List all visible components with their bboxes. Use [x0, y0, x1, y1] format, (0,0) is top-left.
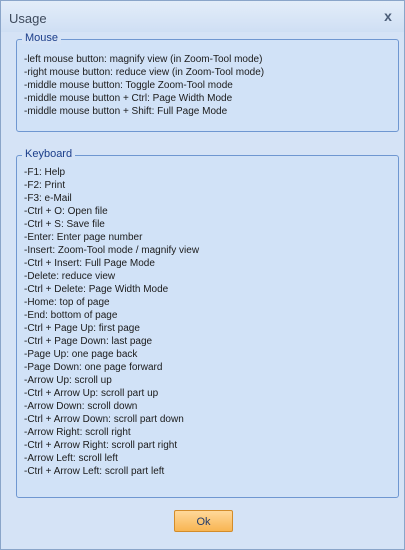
keyboard-help-line: -Page Down: one page forward	[24, 362, 163, 373]
keyboard-help-list	[24, 166, 199, 478]
keyboard-help-line: -Ctrl + Arrow Left: scroll part left	[24, 466, 165, 477]
keyboard-help-line: -Enter: Enter page number	[24, 232, 143, 243]
keyboard-help-line: -Delete: reduce view	[24, 271, 116, 282]
keyboard-help-line: -Ctrl + Page Up: first page	[24, 323, 140, 334]
mouse-help-list	[24, 53, 264, 118]
mouse-help-line: -middle mouse button + Shift: Full Page Mode	[24, 106, 228, 117]
keyboard-help-line: -Ctrl + Delete: Page Width Mode	[24, 284, 169, 295]
keyboard-help-line: -F2: Print	[24, 180, 66, 191]
keyboard-help-line: -Arrow Up: scroll up	[24, 375, 112, 386]
mouse-help-line: -right mouse button: reduce view (in Zoom-Tool mode)	[24, 67, 265, 78]
keyboard-help-line: -Home: top of page	[24, 297, 110, 308]
keyboard-help-line: -End: bottom of page	[24, 310, 118, 321]
keyboard-help-line: -Ctrl + Arrow Down: scroll part down	[24, 414, 184, 425]
keyboard-help-line: -Arrow Down: scroll down	[24, 401, 138, 412]
keyboard-help-line: -Ctrl + Arrow Right: scroll part right	[24, 440, 178, 451]
keyboard-help-line: -Arrow Right: scroll right	[24, 427, 131, 438]
keyboard-help-line: -F3: e-Mail	[24, 193, 72, 204]
mouse-group	[16, 32, 399, 132]
title-bar	[1, 1, 404, 32]
keyboard-group-legend: Keyboard	[22, 148, 75, 160]
keyboard-help-line: -Page Up: one page back	[24, 349, 138, 360]
keyboard-help-line: -Ctrl + O: Open file	[24, 206, 108, 217]
mouse-group-legend: Mouse	[22, 32, 61, 44]
keyboard-group	[16, 148, 399, 498]
keyboard-help-line: -Insert: Zoom-Tool mode / magnify view	[24, 245, 200, 256]
mouse-help-line: -middle mouse button: Toggle Zoom-Tool mode	[24, 80, 233, 91]
keyboard-help-line: -Ctrl + Insert: Full Page Mode	[24, 258, 155, 269]
keyboard-help-line: -F1: Help	[24, 167, 66, 178]
mouse-help-line: -middle mouse button + Ctrl: Page Width Mode	[24, 93, 233, 104]
close-icon[interactable]: x	[384, 8, 392, 24]
window-title: Usage	[9, 11, 47, 26]
mouse-help-line: -left mouse button: magnify view (in Zoom-Tool mode)	[24, 54, 263, 65]
keyboard-help-line: -Arrow Left: scroll left	[24, 453, 118, 464]
ok-button[interactable]: Ok	[174, 510, 233, 532]
keyboard-help-line: -Ctrl + Arrow Up: scroll part up	[24, 388, 159, 399]
keyboard-help-line: -Ctrl + Page Down: last page	[24, 336, 153, 347]
keyboard-help-line: -Ctrl + S: Save file	[24, 219, 105, 230]
